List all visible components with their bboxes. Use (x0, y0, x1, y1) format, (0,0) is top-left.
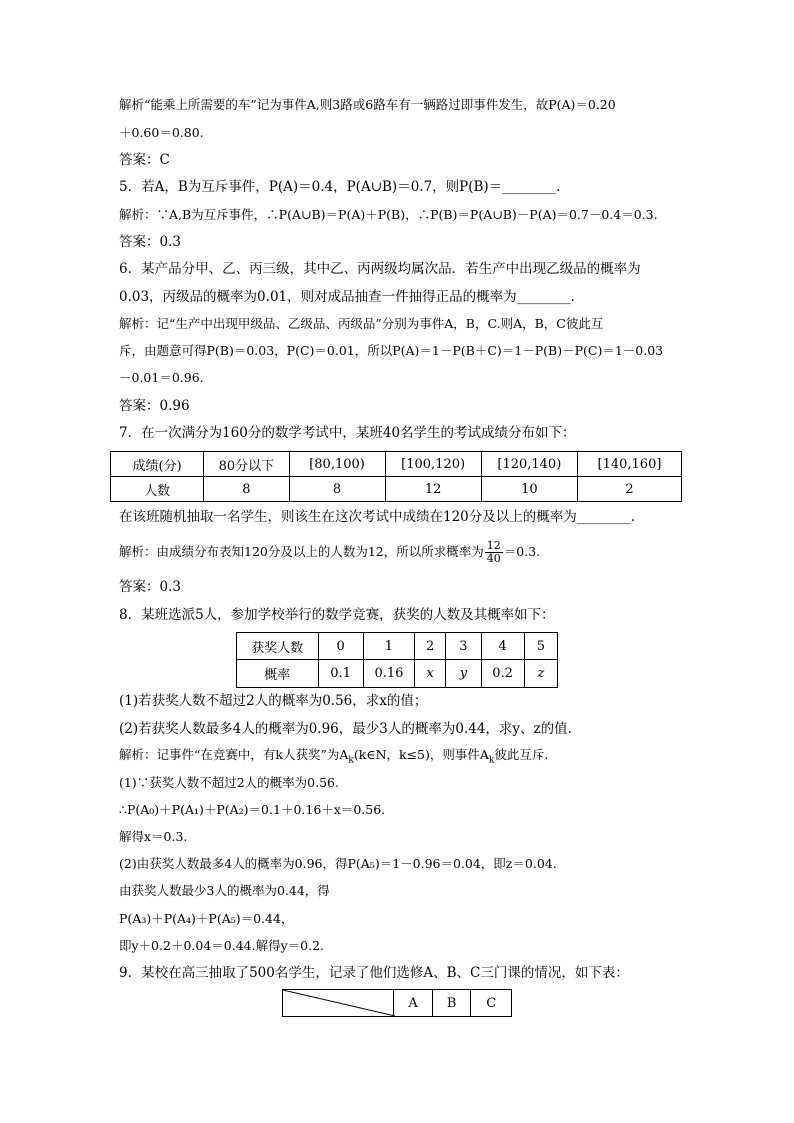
solution-8-line: 即y＋0.2＋0.04＝0.44.解得y＝0.2. (119, 938, 324, 953)
table-cell: [100,120) (385, 452, 481, 477)
table-cell: [140,160] (577, 452, 681, 477)
solution-6-line2: 斥，由题意可得P(B)＝0.03，P(C)＝0.01，所以P(A)＝1－P(B＋C)＝1－P(B)－P(C)＝1－0.03 (119, 343, 664, 358)
table-cell: 0.2 (481, 660, 524, 688)
table-cell: 8 (204, 477, 289, 502)
table-cell: z (524, 660, 557, 688)
answer-5: 答案：0.3 (119, 234, 181, 250)
diagonal-line (283, 990, 395, 1016)
table-cell: 0.16 (363, 660, 414, 688)
subscript: k (488, 755, 495, 766)
course-selection-table (282, 989, 512, 1017)
answer-7: 答案：0.3 (119, 579, 181, 595)
table-row (111, 452, 682, 477)
table-cell: 8 (289, 477, 385, 502)
table-cell: 80分以下 (204, 452, 289, 477)
table-cell: 1 (363, 633, 414, 660)
solution-7 (119, 537, 540, 567)
solution-line: 解析“能乘上所需要的车”记为事件A,则3路或6路车有一辆路过即事件发生，故P(A)＝0.20 (119, 97, 616, 112)
solution-line: ＋0.60＝0.80. (119, 125, 204, 140)
table-cell: [120,140) (481, 452, 577, 477)
solution-8-line: ∴P(A₀)＋P(A₁)＋P(A₂)＝0.1＋0.16＋x＝0.56. (119, 802, 386, 817)
solution-8-line: P(A₃)＋P(A₄)＋P(A₅)＝0.44， (119, 911, 294, 926)
table-cell: 概率 (237, 660, 319, 688)
table-cell: y (446, 660, 481, 688)
table-cell: 12 (385, 477, 481, 502)
table-row (237, 660, 558, 688)
table-cell: 0.1 (318, 660, 363, 688)
question-9: 9．某校在高三抽取了500名学生，记录了他们选修A、B、C三门课的情况，如下表： (119, 965, 629, 981)
solution-8-line: (2)由获奖人数最多4人的概率为0.96，得P(A₅)＝1－0.96＝0.04，即z＝0.04. (119, 856, 557, 871)
question-5: 5．若A，B为互斥事件，P(A)＝0.4，P(A∪B)＝0.7，则P(B)＝________. (119, 179, 561, 195)
table-cell: 10 (481, 477, 577, 502)
question-6-line2: 0.03，丙级品的概率为0.01，则对成品抽查一件抽得正品的概率为________. (119, 289, 575, 305)
answer-line: 答案：C (119, 152, 170, 168)
award-probability-table (236, 632, 558, 688)
fraction-denominator: 40 (486, 552, 501, 565)
question-8-part2: (2)若获奖人数最多4人的概率为0.96，最少3人的概率为0.44，求y、z的值. (119, 721, 572, 737)
table-cell: 成绩(分) (111, 452, 204, 477)
table-cell: 2 (577, 477, 681, 502)
answer-6: 答案：0.96 (119, 398, 190, 414)
solution-8-intro (119, 746, 548, 770)
table-cell: 3 (446, 633, 481, 660)
table-cell: x (415, 660, 446, 688)
solution-text: 解析：记事件“在竞赛中，有k人获奖”为A (119, 747, 349, 762)
table-cell: 5 (524, 633, 557, 660)
table-cell: B (432, 990, 471, 1017)
score-distribution-table (110, 451, 682, 502)
table-cell: 0 (318, 633, 363, 660)
solution-text: 彼此互斥. (494, 747, 549, 762)
diagonal-header-cell (283, 990, 394, 1017)
solution-text: (k∈N，k≤5)，则事件A (353, 747, 489, 762)
table-row (111, 477, 682, 502)
fraction-numerator: 12 (486, 539, 501, 552)
solution-7-text: 解析：由成绩分布表知120分及以上的人数为12，所以所求概率为 (119, 544, 484, 559)
solution-7-result: ＝0.3. (503, 544, 541, 559)
solution-8-line: 由获奖人数最少3人的概率为0.44，得 (119, 883, 330, 898)
table-cell: 获奖人数 (237, 633, 319, 660)
table-cell: 2 (415, 633, 446, 660)
table-row (283, 990, 512, 1017)
solution-6-line3: －0.01＝0.96. (119, 370, 204, 385)
table-cell: C (471, 990, 512, 1017)
table-cell: A (394, 990, 433, 1017)
table-cell: [80,100) (289, 452, 385, 477)
question-8-part1: (1)若获奖人数不超过2人的概率为0.56，求x的值； (119, 693, 428, 709)
solution-8-line: (1)∵获奖人数不超过2人的概率为0.56. (119, 775, 339, 790)
table-cell: 人数 (111, 477, 204, 502)
table-row (237, 633, 558, 660)
solution-6-line1: 解析：记“生产中出现甲级品、乙级品、丙级品”分别为事件A，B，C.则A，B，C彼此互 (119, 316, 604, 331)
question-7-line2: 在该班随机抽取一名学生，则该生在这次考试中成绩在120分及以上的概率为________. (119, 509, 636, 525)
solution-8-line: 解得x＝0.3. (119, 829, 188, 844)
table-cell: 4 (481, 633, 524, 660)
question-7: 7．在一次满分为160分的数学考试中，某班40名学生的考试成绩分布如下： (119, 425, 576, 441)
solution-5: 解析：∵A,B为互斥事件，∴P(A∪B)＝P(A)＋P(B)，∴P(B)＝P(A∪B)－P(A)＝0.7－0.4＝0.3. (119, 207, 658, 222)
question-6-line1: 6．某产品分甲、乙、丙三级，其中乙、丙两级均属次品．若生产中出现乙级品的概率为 (119, 261, 641, 277)
fraction (485, 540, 503, 565)
subscript: k (348, 755, 354, 766)
question-8: 8．某班选派5人，参加学校举行的数学竞赛，获奖的人数及其概率如下： (119, 607, 555, 623)
